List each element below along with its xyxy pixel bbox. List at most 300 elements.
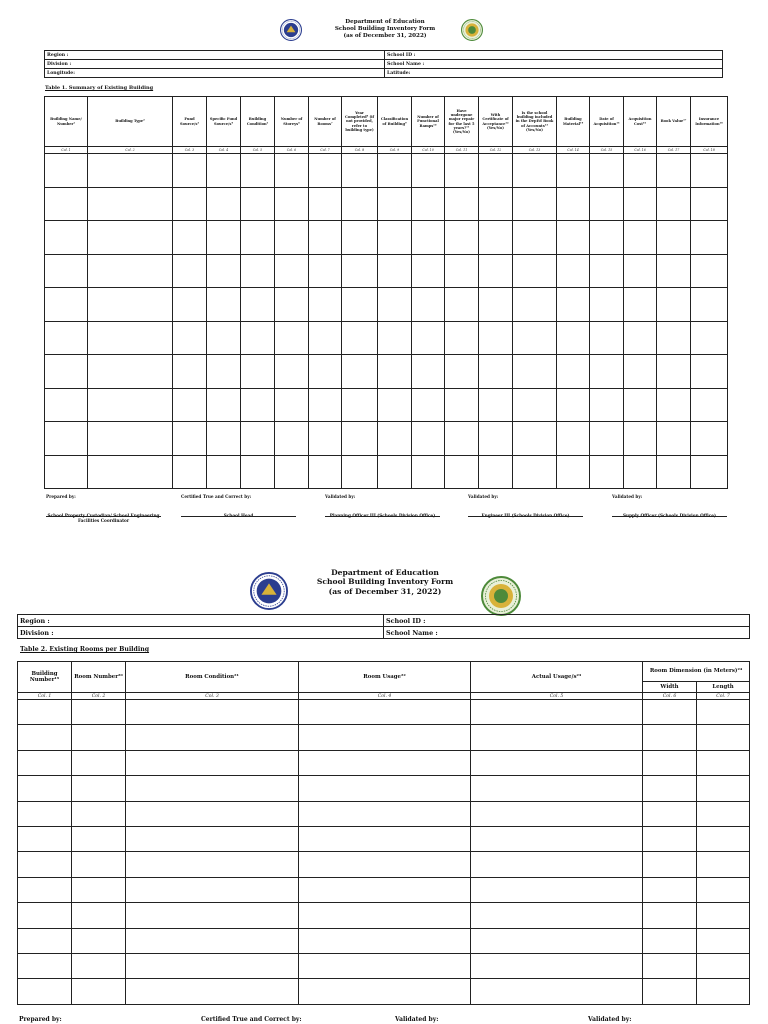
table-cell[interactable] <box>691 187 728 221</box>
table-cell[interactable] <box>45 254 88 288</box>
table-cell[interactable] <box>126 725 299 750</box>
table-cell[interactable] <box>691 254 728 288</box>
table-cell[interactable] <box>697 776 750 801</box>
table-cell[interactable] <box>299 852 471 877</box>
table-cell[interactable] <box>299 725 471 750</box>
table-cell[interactable] <box>643 801 697 826</box>
table-cell[interactable] <box>342 154 378 188</box>
table-cell[interactable] <box>72 852 126 877</box>
table-cell[interactable] <box>657 187 691 221</box>
table-cell[interactable] <box>643 877 697 902</box>
col-length: Length <box>697 682 750 693</box>
table-cell[interactable] <box>691 321 728 355</box>
table-cell[interactable] <box>590 254 624 288</box>
table-cell[interactable] <box>513 187 557 221</box>
table-row <box>18 877 750 902</box>
table-cell[interactable] <box>412 154 445 188</box>
table-cell[interactable] <box>342 321 378 355</box>
table-cell[interactable] <box>88 422 173 456</box>
table-cell[interactable] <box>643 700 697 725</box>
table-cell[interactable] <box>471 979 643 1004</box>
table-cell[interactable] <box>643 776 697 801</box>
table-cell[interactable] <box>590 422 624 456</box>
table-cell[interactable] <box>624 422 657 456</box>
table-cell[interactable] <box>72 801 126 826</box>
table1-col-number: Col. 18 <box>691 147 728 154</box>
table-cell[interactable] <box>18 953 72 978</box>
table-cell[interactable] <box>643 725 697 750</box>
table-cell[interactable] <box>309 321 342 355</box>
table-cell[interactable] <box>45 388 88 422</box>
table-cell[interactable] <box>479 221 513 255</box>
table-cell[interactable] <box>657 455 691 489</box>
table-cell[interactable] <box>72 953 126 978</box>
table-cell[interactable] <box>342 187 378 221</box>
table-cell[interactable] <box>173 254 207 288</box>
table-cell[interactable] <box>471 903 643 928</box>
table-cell[interactable] <box>72 979 126 1004</box>
table-cell[interactable] <box>299 928 471 953</box>
table-cell[interactable] <box>342 388 378 422</box>
table-cell[interactable] <box>624 187 657 221</box>
table-cell[interactable] <box>18 928 72 953</box>
table-cell[interactable] <box>299 776 471 801</box>
table-cell[interactable] <box>88 388 173 422</box>
table-cell[interactable] <box>309 288 342 322</box>
table-cell[interactable] <box>299 877 471 902</box>
signature-line[interactable]: Planning Officer III (Schools Division Office) <box>325 513 440 518</box>
table-cell[interactable] <box>445 154 479 188</box>
table-cell[interactable] <box>445 254 479 288</box>
table-cell[interactable] <box>88 154 173 188</box>
table-cell[interactable] <box>378 187 412 221</box>
table-cell[interactable] <box>479 154 513 188</box>
table-cell[interactable] <box>207 187 241 221</box>
table-cell[interactable] <box>657 388 691 422</box>
table-cell[interactable] <box>45 455 88 489</box>
school-id-field[interactable]: School ID : <box>384 615 750 627</box>
table-cell[interactable] <box>471 877 643 902</box>
table-cell[interactable] <box>445 221 479 255</box>
table-cell[interactable] <box>72 826 126 851</box>
table-cell[interactable] <box>275 154 309 188</box>
table-cell[interactable] <box>88 321 173 355</box>
signature-rule <box>468 516 583 517</box>
latitude-field[interactable]: Latitude: <box>385 69 723 78</box>
table-cell[interactable] <box>173 221 207 255</box>
table-cell[interactable] <box>471 776 643 801</box>
table-cell[interactable] <box>72 928 126 953</box>
table-cell[interactable] <box>412 321 445 355</box>
table-cell[interactable] <box>45 187 88 221</box>
table-cell[interactable] <box>412 254 445 288</box>
table-cell[interactable] <box>18 725 72 750</box>
table-cell[interactable] <box>691 455 728 489</box>
table-cell[interactable] <box>241 154 275 188</box>
table-cell[interactable] <box>479 288 513 322</box>
table-cell[interactable] <box>691 355 728 389</box>
table-cell[interactable] <box>45 288 88 322</box>
table-cell[interactable] <box>342 221 378 255</box>
table-cell[interactable] <box>18 852 72 877</box>
table-cell[interactable] <box>241 388 275 422</box>
table-cell[interactable] <box>479 422 513 456</box>
table-cell[interactable] <box>479 455 513 489</box>
table-cell[interactable] <box>45 154 88 188</box>
table1-header-cell: Number of Functional Ramps¹⁰ <box>412 97 445 147</box>
table-cell[interactable] <box>126 700 299 725</box>
table-cell[interactable] <box>691 422 728 456</box>
table-cell[interactable] <box>18 801 72 826</box>
table-cell[interactable] <box>299 953 471 978</box>
table-cell[interactable] <box>207 388 241 422</box>
table-cell[interactable] <box>378 388 412 422</box>
table-cell[interactable] <box>657 321 691 355</box>
table-cell[interactable] <box>72 725 126 750</box>
table-cell[interactable] <box>309 221 342 255</box>
table-cell[interactable] <box>241 187 275 221</box>
table-cell[interactable] <box>479 187 513 221</box>
table-cell[interactable] <box>643 903 697 928</box>
table-cell[interactable] <box>173 187 207 221</box>
table-cell[interactable] <box>412 422 445 456</box>
table-cell[interactable] <box>45 321 88 355</box>
signature-line[interactable]: School Head <box>181 513 296 518</box>
table-row <box>18 776 750 801</box>
table-cell[interactable] <box>657 422 691 456</box>
table-cell[interactable] <box>241 455 275 489</box>
table-cell[interactable] <box>342 422 378 456</box>
deped-seal-icon <box>280 19 302 41</box>
table1-col-number: Col. 2 <box>88 147 173 154</box>
table-cell[interactable] <box>624 154 657 188</box>
table-row <box>45 154 728 188</box>
table-cell[interactable] <box>207 221 241 255</box>
table-cell[interactable] <box>691 388 728 422</box>
school-name-field[interactable]: School Name : <box>385 60 723 69</box>
table-cell[interactable] <box>18 750 72 775</box>
table-cell[interactable] <box>275 288 309 322</box>
division-seal-icon <box>461 19 483 41</box>
table-cell[interactable] <box>241 321 275 355</box>
region-field[interactable]: Region : <box>18 615 384 627</box>
table-cell[interactable] <box>173 455 207 489</box>
table1-summary-buildings <box>44 96 728 489</box>
table-cell[interactable] <box>275 388 309 422</box>
table-cell[interactable] <box>299 979 471 1004</box>
table-cell[interactable] <box>173 288 207 322</box>
division-field[interactable]: Division : <box>45 60 385 69</box>
table-cell[interactable] <box>309 422 342 456</box>
table-cell[interactable] <box>412 455 445 489</box>
table-cell[interactable] <box>275 321 309 355</box>
table-cell[interactable] <box>18 877 72 902</box>
table-cell[interactable] <box>72 750 126 775</box>
table-cell[interactable] <box>471 700 643 725</box>
table-cell[interactable] <box>590 455 624 489</box>
table-cell[interactable] <box>557 288 590 322</box>
table-cell[interactable] <box>697 979 750 1004</box>
table-cell[interactable] <box>126 750 299 775</box>
table-cell[interactable] <box>557 187 590 221</box>
table-cell[interactable] <box>173 388 207 422</box>
table-cell[interactable] <box>275 221 309 255</box>
table-cell[interactable] <box>378 321 412 355</box>
table-cell[interactable] <box>557 254 590 288</box>
table-cell[interactable] <box>557 455 590 489</box>
table-cell[interactable] <box>241 355 275 389</box>
table-cell[interactable] <box>72 877 126 902</box>
table-cell[interactable] <box>88 187 173 221</box>
table-cell[interactable] <box>72 903 126 928</box>
table-cell[interactable] <box>697 826 750 851</box>
table-cell[interactable] <box>207 321 241 355</box>
table-cell[interactable] <box>88 355 173 389</box>
school-id-field[interactable]: School ID : <box>385 51 723 60</box>
table-cell[interactable] <box>691 288 728 322</box>
table-cell[interactable] <box>624 254 657 288</box>
table-cell[interactable] <box>126 979 299 1004</box>
col-actual-usage: Actual Usage/s²³ <box>471 662 643 693</box>
table1-header-cell: Number of Storeys⁶ <box>275 97 309 147</box>
table-cell[interactable] <box>207 254 241 288</box>
table-cell[interactable] <box>275 455 309 489</box>
table-cell[interactable] <box>207 288 241 322</box>
table-cell[interactable] <box>557 154 590 188</box>
table-cell[interactable] <box>513 321 557 355</box>
table-cell[interactable] <box>378 288 412 322</box>
table-cell[interactable] <box>173 422 207 456</box>
table-cell[interactable] <box>590 355 624 389</box>
table-cell[interactable] <box>643 979 697 1004</box>
table-cell[interactable] <box>697 877 750 902</box>
table-cell[interactable] <box>691 154 728 188</box>
table-cell[interactable] <box>624 321 657 355</box>
table-cell[interactable] <box>691 221 728 255</box>
table-cell[interactable] <box>471 928 643 953</box>
table-cell[interactable] <box>18 776 72 801</box>
table-cell[interactable] <box>697 801 750 826</box>
table-cell[interactable] <box>445 187 479 221</box>
table-cell[interactable] <box>643 953 697 978</box>
table-cell[interactable] <box>471 852 643 877</box>
header-line-2: School Building Inventory Form <box>316 577 454 587</box>
table-cell[interactable] <box>45 221 88 255</box>
table-cell[interactable] <box>173 355 207 389</box>
table-cell[interactable] <box>513 154 557 188</box>
table-cell[interactable] <box>207 455 241 489</box>
table-cell[interactable] <box>513 254 557 288</box>
table-cell[interactable] <box>513 355 557 389</box>
table-cell[interactable] <box>471 953 643 978</box>
signature-line[interactable]: Supply Officer (Schools Division Office) <box>612 513 727 518</box>
signatory-block <box>181 494 296 518</box>
table-cell[interactable] <box>275 187 309 221</box>
table-cell[interactable] <box>299 801 471 826</box>
table-cell[interactable] <box>342 288 378 322</box>
table-cell[interactable] <box>378 455 412 489</box>
table-cell[interactable] <box>309 355 342 389</box>
table-cell[interactable] <box>207 154 241 188</box>
table-cell[interactable] <box>697 953 750 978</box>
table-cell[interactable] <box>557 388 590 422</box>
table-cell[interactable] <box>471 801 643 826</box>
table-cell[interactable] <box>309 187 342 221</box>
table-cell[interactable] <box>275 254 309 288</box>
table-cell[interactable] <box>590 187 624 221</box>
table-cell[interactable] <box>657 254 691 288</box>
table-cell[interactable] <box>445 288 479 322</box>
table-cell[interactable] <box>126 953 299 978</box>
table-cell[interactable] <box>299 700 471 725</box>
table-cell[interactable] <box>657 221 691 255</box>
table-cell[interactable] <box>657 154 691 188</box>
table-cell[interactable] <box>241 422 275 456</box>
table-cell[interactable] <box>513 422 557 456</box>
table-cell[interactable] <box>309 154 342 188</box>
table-cell[interactable] <box>479 254 513 288</box>
table-cell[interactable] <box>45 355 88 389</box>
signatory-label: Validated by: <box>325 494 356 499</box>
table-cell[interactable] <box>624 455 657 489</box>
table-cell[interactable] <box>126 776 299 801</box>
table-cell[interactable] <box>72 700 126 725</box>
table-cell[interactable] <box>697 928 750 953</box>
table-cell[interactable] <box>445 422 479 456</box>
table-cell[interactable] <box>72 776 126 801</box>
table-cell[interactable] <box>412 221 445 255</box>
table-cell[interactable] <box>241 254 275 288</box>
table-cell[interactable] <box>513 455 557 489</box>
table-cell[interactable] <box>479 355 513 389</box>
table-cell[interactable] <box>513 388 557 422</box>
table-cell[interactable] <box>412 388 445 422</box>
table-cell[interactable] <box>275 422 309 456</box>
table-cell[interactable] <box>471 750 643 775</box>
table-cell[interactable] <box>207 422 241 456</box>
table-cell[interactable] <box>445 455 479 489</box>
table-row <box>18 750 750 775</box>
table-cell[interactable] <box>471 725 643 750</box>
table-cell[interactable] <box>126 852 299 877</box>
table-cell[interactable] <box>88 221 173 255</box>
table-cell[interactable] <box>18 700 72 725</box>
table-cell[interactable] <box>697 852 750 877</box>
table-cell[interactable] <box>590 288 624 322</box>
longitude-field[interactable]: Longitude: <box>45 69 385 78</box>
table-cell[interactable] <box>378 221 412 255</box>
table-cell[interactable] <box>126 801 299 826</box>
table-cell[interactable] <box>643 928 697 953</box>
table-cell[interactable] <box>378 254 412 288</box>
table-cell[interactable] <box>697 700 750 725</box>
table-cell[interactable] <box>697 725 750 750</box>
table-cell[interactable] <box>697 750 750 775</box>
table-cell[interactable] <box>445 321 479 355</box>
table-cell[interactable] <box>207 355 241 389</box>
table-cell[interactable] <box>513 288 557 322</box>
table-cell[interactable] <box>657 288 691 322</box>
table-cell[interactable] <box>126 826 299 851</box>
table-cell[interactable] <box>590 221 624 255</box>
table-cell[interactable] <box>479 388 513 422</box>
school-name-field[interactable]: School Name : <box>384 627 750 639</box>
table-cell[interactable] <box>624 388 657 422</box>
table-cell[interactable] <box>624 221 657 255</box>
table-cell[interactable] <box>88 288 173 322</box>
table-cell[interactable] <box>126 877 299 902</box>
table-cell[interactable] <box>557 321 590 355</box>
signature-line[interactable]: Engineer III (Schools Division Office) <box>468 513 583 518</box>
table-cell[interactable] <box>557 221 590 255</box>
table1-header-cell: Is the school building included in the DepEd Book of Accounts¹³ (Yes/No) <box>513 97 557 147</box>
table-cell[interactable] <box>697 903 750 928</box>
region-field[interactable]: Region : <box>45 51 385 60</box>
table-cell[interactable] <box>412 355 445 389</box>
table-cell[interactable] <box>18 903 72 928</box>
table-cell[interactable] <box>126 928 299 953</box>
table-cell[interactable] <box>126 903 299 928</box>
table-cell[interactable] <box>299 826 471 851</box>
table-cell[interactable] <box>445 388 479 422</box>
page2-header <box>300 568 470 596</box>
table-cell[interactable] <box>412 187 445 221</box>
table-cell[interactable] <box>479 321 513 355</box>
table-cell[interactable] <box>412 288 445 322</box>
table-cell[interactable] <box>309 388 342 422</box>
table-cell[interactable] <box>557 355 590 389</box>
table-cell[interactable] <box>624 355 657 389</box>
table-cell[interactable] <box>342 254 378 288</box>
table-cell[interactable] <box>241 221 275 255</box>
table-cell[interactable] <box>342 455 378 489</box>
table-cell[interactable] <box>557 422 590 456</box>
table-cell[interactable] <box>299 903 471 928</box>
table-cell[interactable] <box>643 826 697 851</box>
table-cell[interactable] <box>342 355 378 389</box>
division-field[interactable]: Division : <box>18 627 384 639</box>
table-cell[interactable] <box>88 254 173 288</box>
table-cell[interactable] <box>657 355 691 389</box>
table-cell[interactable] <box>173 154 207 188</box>
table-cell[interactable] <box>378 422 412 456</box>
table-cell[interactable] <box>18 979 72 1004</box>
table-cell[interactable] <box>378 355 412 389</box>
table-cell[interactable] <box>299 750 471 775</box>
table-cell[interactable] <box>445 355 479 389</box>
table-cell[interactable] <box>643 750 697 775</box>
table-cell[interactable] <box>173 321 207 355</box>
table-cell[interactable] <box>590 154 624 188</box>
table-cell[interactable] <box>590 388 624 422</box>
table-cell[interactable] <box>624 288 657 322</box>
table-cell[interactable] <box>45 422 88 456</box>
table-cell[interactable] <box>643 852 697 877</box>
table1-col-number: Col. 12 <box>479 147 513 154</box>
table-cell[interactable] <box>378 154 412 188</box>
table-cell[interactable] <box>275 355 309 389</box>
table-cell[interactable] <box>88 455 173 489</box>
table-cell[interactable] <box>309 455 342 489</box>
table-cell[interactable] <box>590 321 624 355</box>
signatory-label: Validated by: <box>612 494 643 499</box>
table-cell[interactable] <box>18 826 72 851</box>
table-cell[interactable] <box>471 826 643 851</box>
table-cell[interactable] <box>513 221 557 255</box>
table-cell[interactable] <box>309 254 342 288</box>
signature-line[interactable]: School Property Custodian/ School Engineering Facilities Coordinator <box>47 513 160 523</box>
table-cell[interactable] <box>241 288 275 322</box>
